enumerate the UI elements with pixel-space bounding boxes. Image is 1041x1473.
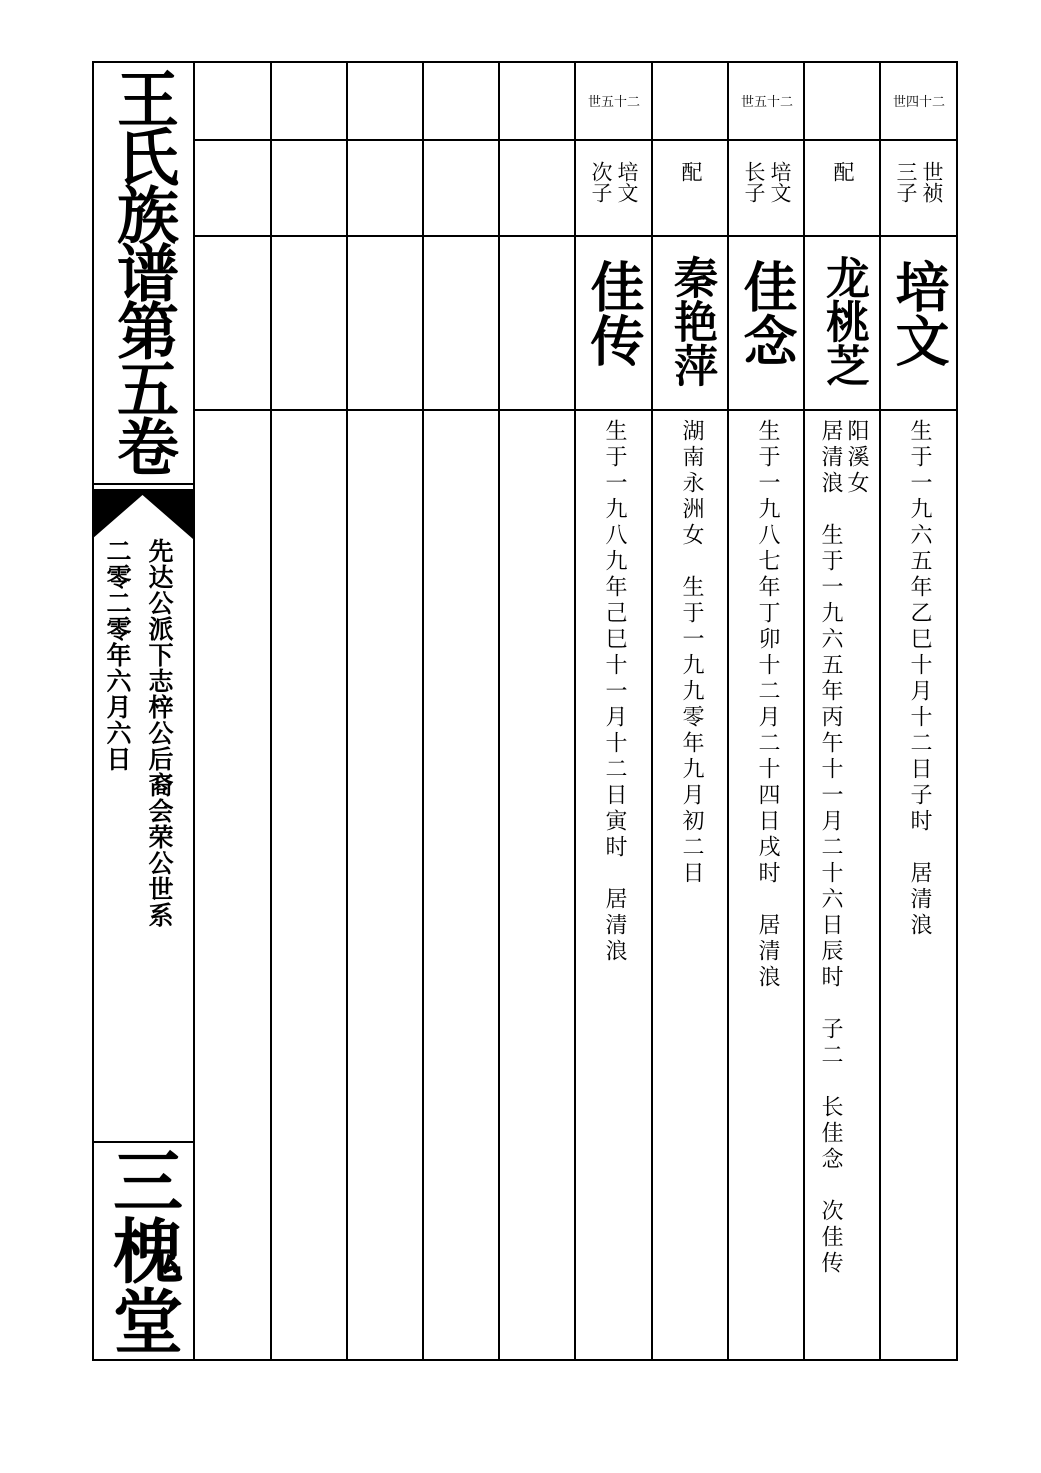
person-detail: 湖南永洲女 生于一九九零年九月初二日: [679, 419, 704, 887]
book-title-text: 王氏族谱第五卷: [106, 67, 180, 473]
person-column-longtaozhi: [805, 61, 881, 1359]
name-cell: [424, 237, 500, 409]
generation-cell: [653, 61, 729, 139]
person-column-jiachuan: [576, 61, 652, 1359]
person-detail: 生于一九八七年丁卯十二月二十四日戌时 居清浪: [755, 419, 780, 991]
generation-label: 二十五世: [740, 94, 793, 110]
empty-column: [195, 61, 271, 1359]
person-column-peiwen: [881, 61, 957, 1359]
name-cell: [195, 237, 271, 409]
name-cell: [500, 237, 576, 409]
name-cell: [805, 237, 881, 409]
person-name: 培文: [887, 259, 951, 367]
empty-column: [272, 61, 348, 1359]
detail-cell: [729, 413, 805, 1353]
person-detail: 阳溪女 居清浪 生于一九六五年丙午十一月二十六日辰时 子二 长佳念 次佳传: [818, 419, 869, 1277]
generation-label: 二十四世: [892, 94, 945, 110]
fish-tail-ornament: [92, 491, 193, 539]
generation-cell: [805, 61, 881, 139]
name-cell: [348, 237, 424, 409]
branch-subtitle: 先达公派下志梓公后裔会荣公世系: [145, 538, 174, 928]
relation-cell: [729, 141, 805, 235]
detail-cell: [881, 413, 957, 1353]
person-name: 秦艳萍: [666, 255, 717, 387]
book-title: [92, 61, 193, 486]
detail-cell: [805, 413, 881, 1353]
compile-date: 二零二零年六月六日: [103, 538, 132, 772]
empty-column: [348, 61, 424, 1359]
relation-label: 配: [679, 161, 703, 182]
detail-cell: [576, 413, 652, 1353]
person-detail: 生于一九八九年己巳十一月十二日寅时 居清浪: [602, 419, 627, 965]
generation-cell: [729, 61, 805, 139]
left-panel: [92, 61, 195, 1361]
generation-cell: [881, 61, 957, 139]
person-name: 佳念: [735, 259, 799, 367]
hall-name-text: 三槐堂: [101, 1145, 185, 1355]
hall-divider: [92, 1141, 193, 1143]
relation-label: 培文 长子: [742, 161, 792, 203]
relation-cell: [576, 141, 652, 235]
detail-cell: [653, 413, 729, 1353]
person-column-jianian: [729, 61, 805, 1359]
person-name: 龙桃芝: [818, 255, 869, 387]
name-cell: [272, 237, 348, 409]
name-cell: [653, 237, 729, 409]
name-cell: [576, 237, 652, 409]
relation-cell: [653, 141, 729, 235]
generation-cell: [576, 61, 652, 139]
person-detail: 生于一九六五年乙巳十月十二日子时 居清浪: [907, 419, 932, 939]
relation-cell: [805, 141, 881, 235]
empty-column: [500, 61, 576, 1359]
generation-label: 二十五世: [587, 94, 640, 110]
hall-name: [92, 1144, 193, 1356]
name-cell: [881, 237, 957, 409]
person-column-qinyanping: [653, 61, 729, 1359]
genealogy-grid: [195, 61, 958, 1361]
relation-cell: [881, 141, 957, 235]
relation-label: 配: [831, 161, 855, 182]
name-cell: [729, 237, 805, 409]
relation-label: 世祯 三子: [894, 161, 944, 203]
relation-label: 培文 次子: [589, 161, 639, 203]
empty-column: [424, 61, 500, 1359]
person-name: 佳传: [582, 259, 646, 367]
title-divider: [92, 483, 193, 485]
